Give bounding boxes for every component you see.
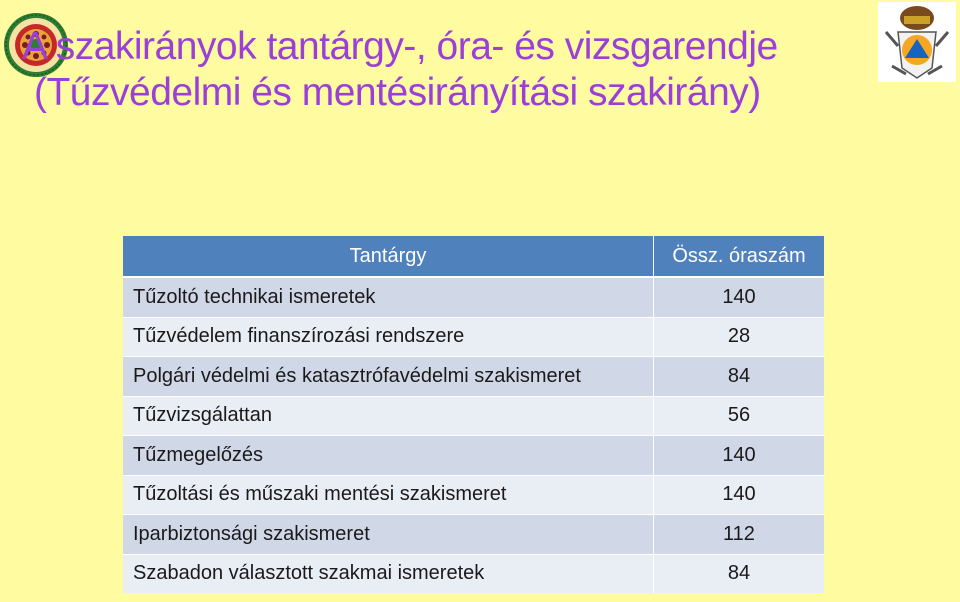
hours-cell: 56 <box>654 396 825 436</box>
table-row <box>123 475 824 515</box>
table-row <box>123 515 824 555</box>
table-row <box>123 554 824 593</box>
subject-cell: Tűzoltó technikai ismeretek <box>123 277 654 317</box>
table-row <box>123 396 824 436</box>
header-subject: Tantárgy <box>123 236 654 277</box>
hours-cell: 140 <box>654 475 825 515</box>
hours-cell: 28 <box>654 317 825 357</box>
hours-cell: 112 <box>654 515 825 555</box>
title-line-2: (Tűzvédelmi és mentésirányítási szakirány) <box>34 71 761 114</box>
table-row <box>123 317 824 357</box>
hours-cell: 140 <box>654 277 825 317</box>
table-row <box>123 436 824 476</box>
slide-title <box>22 24 952 116</box>
hours-cell: 84 <box>654 357 825 397</box>
table-header-row <box>123 236 824 277</box>
title-line-1: A szakirányok tantárgy-, óra- és vizsgarendje <box>22 25 778 68</box>
table-row <box>123 357 824 397</box>
subject-cell: Tűzvédelem finanszírozási rendszere <box>123 317 654 357</box>
subject-cell: Iparbiztonsági szakismeret <box>123 515 654 555</box>
subject-cell: Tűzmegelőzés <box>123 436 654 476</box>
header-total-hours: Össz. óraszám <box>654 236 825 277</box>
hours-cell: 140 <box>654 436 825 476</box>
subject-hours-table <box>123 236 824 593</box>
subject-cell: Polgári védelmi és katasztrófavédelmi szakismeret <box>123 357 654 397</box>
subject-cell: Tűzoltási és műszaki mentési szakismeret <box>123 475 654 515</box>
subject-cell: Szabadon választott szakmai ismeretek <box>123 554 654 593</box>
hours-cell: 84 <box>654 554 825 593</box>
table-row <box>123 277 824 317</box>
subject-cell: Tűzvizsgálattan <box>123 396 654 436</box>
